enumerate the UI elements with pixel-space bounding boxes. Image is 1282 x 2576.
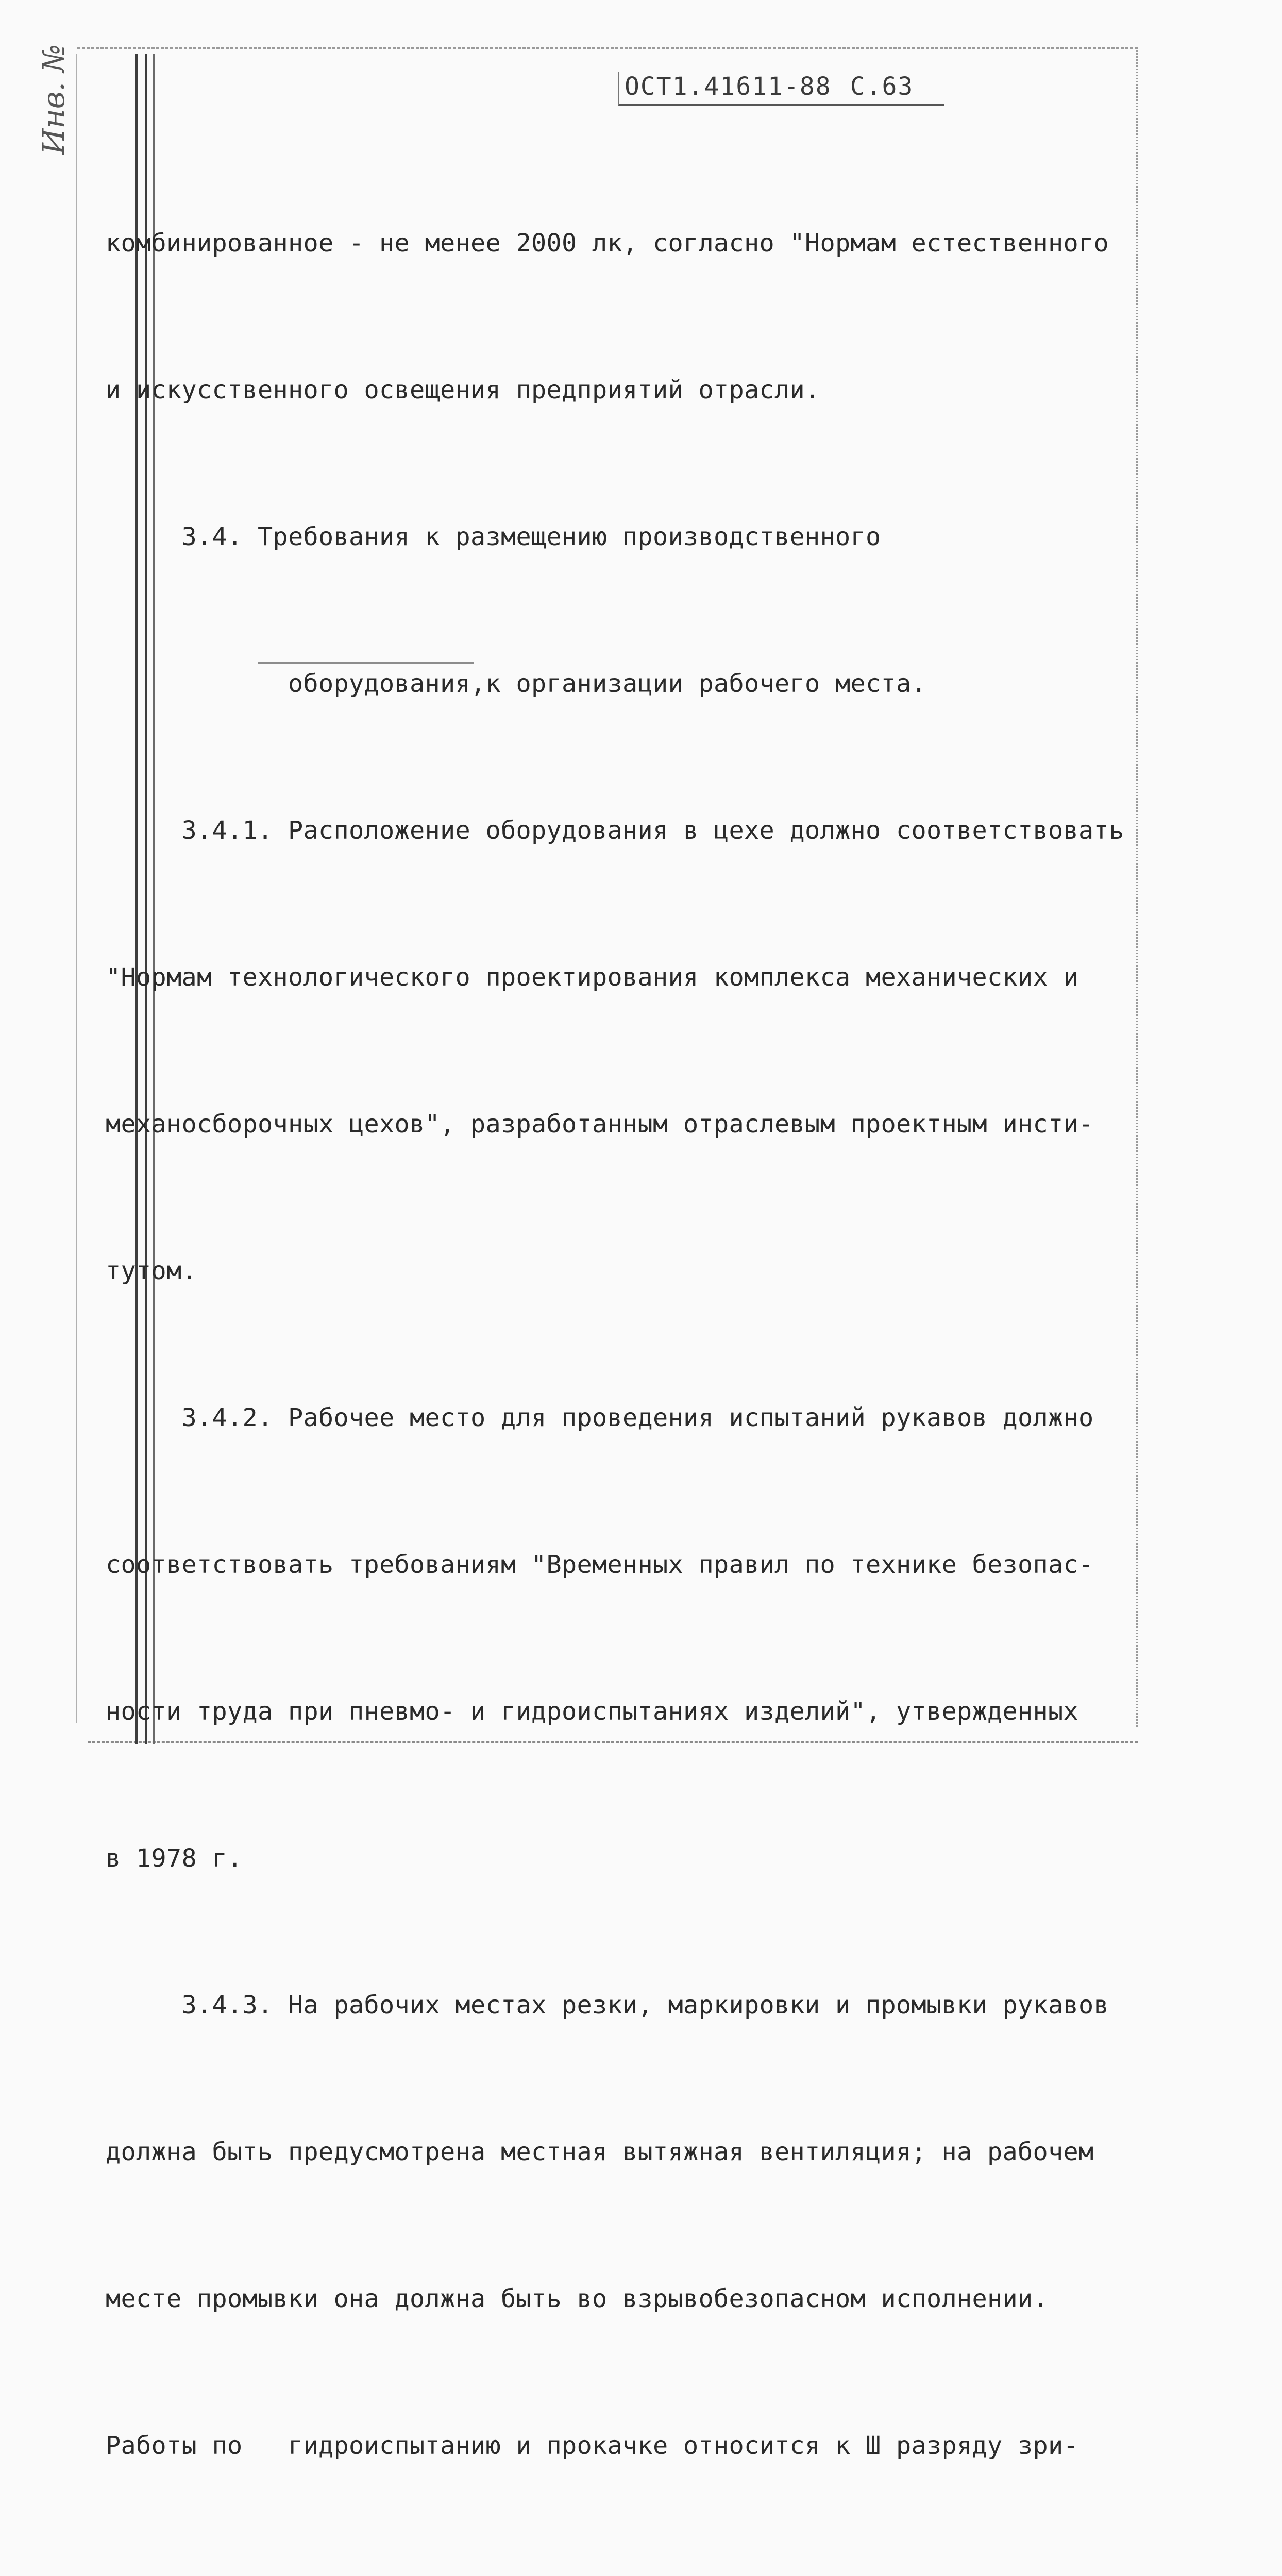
page-number: С.63: [850, 72, 914, 101]
text-line: 3.4.3. На рабочих местах резки, маркировки и промывки рукавов: [106, 1991, 1109, 2020]
standard-code: ОСТ1.41611-88: [625, 72, 832, 101]
text-line: соответствовать требованиям "Временных правил по технике безопас-: [106, 1550, 1094, 1579]
text-line: "Нормам технологического проектирования комплекса механических и: [106, 963, 1078, 992]
frame-top-border: [77, 47, 1138, 49]
text-line: и искусственного освещения предприятий отрасли.: [106, 376, 820, 404]
text-line: механосборочных цехов", разработанным отраслевым проектным инсти-: [106, 1110, 1094, 1139]
text-line: Работы по гидроиспытанию и прокачке относится к Ш разряду зри-: [106, 2431, 1078, 2460]
text-line: 3.4.2. Рабочее место для проведения испытаний рукавов должно: [106, 1403, 1094, 1432]
text-line: в 1978 г.: [106, 1844, 243, 1873]
text-line: ности труда при пневмо- и гидроиспытаниях изделий", утвержденных: [106, 1697, 1078, 1726]
text-line: 3.4.1. Расположение оборудования в цехе должно соответствовать: [106, 816, 1124, 845]
text-line: должна быть предусмотрена местная вытяжная вентиляция; на рабочем: [106, 2138, 1094, 2166]
text-line: месте промывки она должна быть во взрывобезопасном исполнении.: [106, 2284, 1048, 2313]
text-line: [106, 2568, 1126, 2576]
frame-left-border: [76, 54, 77, 1723]
document-body: [106, 121, 1126, 2576]
frame-right-border: [1136, 47, 1138, 1727]
text-line: комбинированное - не менее 2000 лк, согласно "Нормам естественного: [106, 229, 1109, 258]
document-header: [618, 72, 944, 106]
section-heading-cont: оборудования,к организации рабочего места.: [106, 669, 926, 698]
inventory-note: Инв. №: [36, 44, 71, 155]
section-heading: 3.4. Требования к размещению производственного: [106, 522, 881, 551]
text-line: тутом.: [106, 1257, 197, 1285]
